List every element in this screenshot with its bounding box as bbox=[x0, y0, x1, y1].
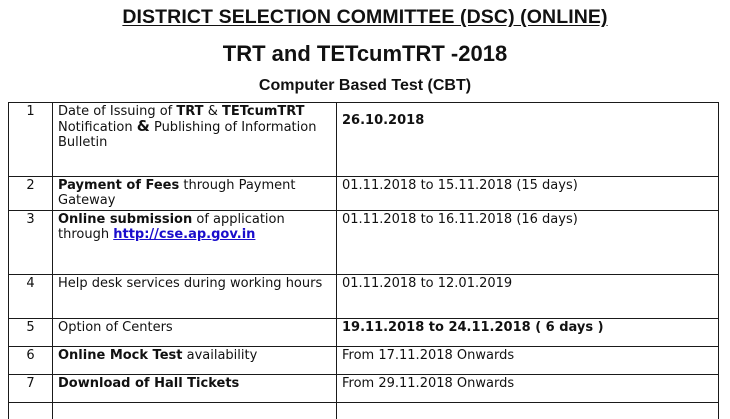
table-row bbox=[9, 103, 719, 177]
event-text: through Payment Gateway bbox=[58, 178, 296, 208]
event-text: & bbox=[203, 104, 222, 119]
date-value: 01.11.2018 to 16.11.2018 (16 days) bbox=[342, 212, 578, 227]
row-number: 3 bbox=[9, 211, 53, 275]
date-cell bbox=[337, 177, 719, 211]
date-value: From 17.11.2018 Onwards bbox=[342, 348, 515, 363]
event-emphasis: TETcumTRT bbox=[221, 104, 305, 119]
exam-mode-caption: Computer Based Test (CBT) bbox=[258, 77, 472, 94]
table-row bbox=[9, 403, 719, 419]
schedule-table bbox=[8, 102, 719, 419]
event-emphasis: Payment of Fees bbox=[58, 178, 180, 193]
table-row bbox=[9, 177, 719, 211]
event-text: Publishing of Information Bulletin bbox=[58, 120, 317, 150]
page-title: DISTRICT SELECTION COMMITTEE (DSC) (ONLINE) bbox=[122, 6, 608, 28]
exam-title: TRT and TETcumTRT -2018 bbox=[222, 41, 508, 66]
table-row bbox=[9, 275, 719, 319]
row-number: 6 bbox=[9, 347, 53, 375]
portal-link[interactable]: http://cse.ap.gov.in bbox=[113, 227, 256, 242]
event-cell bbox=[53, 319, 337, 347]
date-value: 01.11.2018 to 12.01.2019 bbox=[342, 276, 513, 291]
date-cell bbox=[337, 403, 719, 419]
table-row bbox=[9, 375, 719, 403]
event-cell bbox=[53, 211, 337, 275]
event-emphasis: TRT bbox=[176, 104, 204, 119]
date-value: 19.11.2018 to 24.11.2018 ( 6 days ) bbox=[342, 320, 604, 335]
row-number: 4 bbox=[9, 275, 53, 319]
date-cell bbox=[337, 375, 719, 403]
event-cell bbox=[53, 347, 337, 375]
event-cell bbox=[53, 403, 337, 419]
event-text: Option of Centers bbox=[58, 320, 173, 335]
event-text: availability bbox=[182, 348, 258, 363]
table-row bbox=[9, 347, 719, 375]
row-number: 7 bbox=[9, 375, 53, 403]
date-cell bbox=[337, 275, 719, 319]
event-text: Date of Issuing of bbox=[58, 104, 177, 119]
date-value: 01.11.2018 to 15.11.2018 (15 days) bbox=[342, 178, 578, 193]
date-value: 26.10.2018 bbox=[342, 113, 425, 128]
event-emphasis: Online Mock Test bbox=[58, 348, 183, 363]
row-number bbox=[9, 403, 53, 419]
event-cell bbox=[53, 103, 337, 177]
row-number: 1 bbox=[9, 103, 53, 177]
date-cell bbox=[337, 319, 719, 347]
row-number: 2 bbox=[9, 177, 53, 211]
table-row bbox=[9, 211, 719, 275]
table-row bbox=[9, 319, 719, 347]
date-cell bbox=[337, 347, 719, 375]
event-cell bbox=[53, 275, 337, 319]
date-value: From 29.11.2018 Onwards bbox=[342, 376, 515, 391]
date-cell bbox=[337, 103, 719, 177]
event-emphasis: Online submission bbox=[58, 212, 193, 227]
event-cell bbox=[53, 177, 337, 211]
event-text: of application through bbox=[58, 212, 285, 242]
ampersand: & bbox=[136, 117, 150, 135]
event-cell bbox=[53, 375, 337, 403]
row-number: 5 bbox=[9, 319, 53, 347]
event-emphasis: Download of Hall Tickets bbox=[58, 376, 240, 391]
event-text: Notification bbox=[58, 120, 137, 135]
event-text: Help desk services during working hours bbox=[58, 276, 323, 291]
date-cell bbox=[337, 211, 719, 275]
